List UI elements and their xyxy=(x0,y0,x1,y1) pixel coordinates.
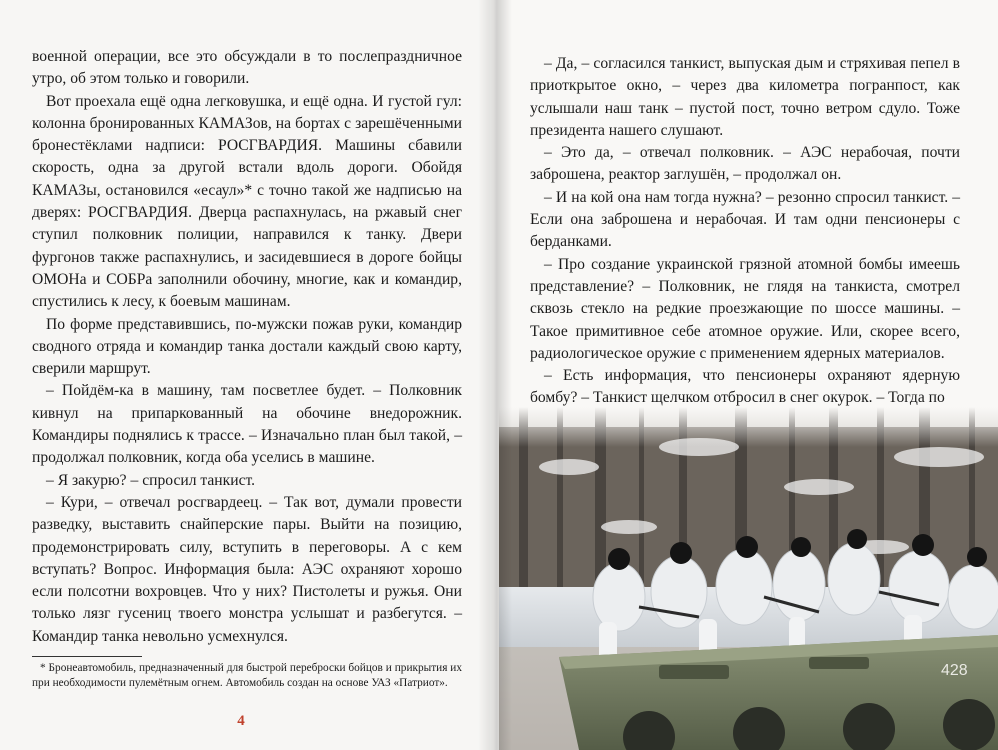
footnote-divider xyxy=(32,656,142,657)
left-page-text xyxy=(32,46,462,648)
book-spine-shadow xyxy=(478,0,512,750)
photo-illustration xyxy=(499,407,998,750)
paragraph: – И на кой она нам тогда нужна? – резонно спросил танкист. – Если она заброшена и нерабочая. И там одни пенсионеры с берданками. xyxy=(530,188,960,251)
soldiers-on-apc-photo xyxy=(499,407,998,750)
photo-top-fade xyxy=(499,407,998,447)
right-page xyxy=(490,0,998,750)
paragraph: – Кури, – отвечал росгвардеец. – Так вот, думали провести разведку, выставить снайперские пары. Выйти на позицию, продемонстрировать силу, вступить в переговоры. А с кем вступать? Вопрос. Информация была: АЭС охраняют хорошо если полсотни вохровцев. Что у них? Пистолеты и ружья. Они только лязг гусениц твоего монстра услышат и разбегутся. – Командир танка невольно усмехнулся. xyxy=(32,493,462,645)
paragraph: – Это да, – отвечал полковник. – АЭС нерабочая, почти заброшена, реактор заглушён, – продолжал он. xyxy=(530,144,960,184)
left-page xyxy=(0,0,490,750)
paragraph: – Про создание украинской грязной атомной бомбы имеешь представление? – Полковник, не глядя на танкиста, смотрел сквозь стекло на редкие проезжающие по шоссе машины. – Такое примитивное себе атомное оружие. Или, скорее всего, радиологическое оружие с применением ядерных материалов. xyxy=(530,255,960,362)
paragraph: – Да, – согласился танкист, выпуская дым и стряхивая пепел в приоткрытое окно, – через два километра погранпост, как услышали наш танк – пустой пост, точно ветром сдуло. Тоже президента нашего слушают. xyxy=(530,55,960,139)
paragraph: По форме представившись, по-мужски пожав руки, командир сводного отряда и командир танка достали каждый свою карту, сверили маршрут. xyxy=(32,315,462,378)
paragraph: – Есть информация, что пенсионеры охраняют ядерную бомбу? – Танкист щелчком отбросил в снег окурок. – Тогда по xyxy=(530,367,960,407)
vehicle-number: 428 xyxy=(941,662,968,679)
paragraph: – Я закурю? – спросил танкист. xyxy=(46,471,256,489)
paragraph: военной операции, все это обсуждали в то послепраздничное утро, об этом только и говорили. xyxy=(32,48,462,88)
paragraph: Вот проехала ещё одна легковушка, и ещё одна. И густой гул: колонна бронированных КАМАЗов, на бортах с зарешёченными бронестёклами надписи: РОСГВАРДИЯ. Машины сбавили скорость, одна за другой встали вдоль дороги. Обойдя КАМАЗы, остановился «есаул»* с точно такой же надписью на дверях: РОСГВАРДИЯ. Дверца распахнулась, на ржавый снег ступил полковник полиции, направился к танку. Двери фургонов также распахнулись, и засидевшиеся в дороге бойцы ОМОНа и СОБРа заполнили обочину, многие, как и командир, спустились к лесу, к боевым машинам. xyxy=(32,92,462,311)
right-page-text xyxy=(530,53,960,410)
page-number: 4 xyxy=(237,713,245,729)
paragraph: – Пойдём-ка в машину, там посветлее будет. – Полковник кивнул на припаркованный на обочине внедорожник. Командиры поднялись к трассе. – Изначально план был такой, – продолжал полковник, когда оба уселись в машине. xyxy=(32,382,462,467)
footnote: * Бронеавтомобиль, предназначенный для быстрой переброски бойцов и прикрытия их при необходимости пулемётным огнем. Автомобиль создан на основе УАЗ «Патриот». xyxy=(32,662,462,689)
